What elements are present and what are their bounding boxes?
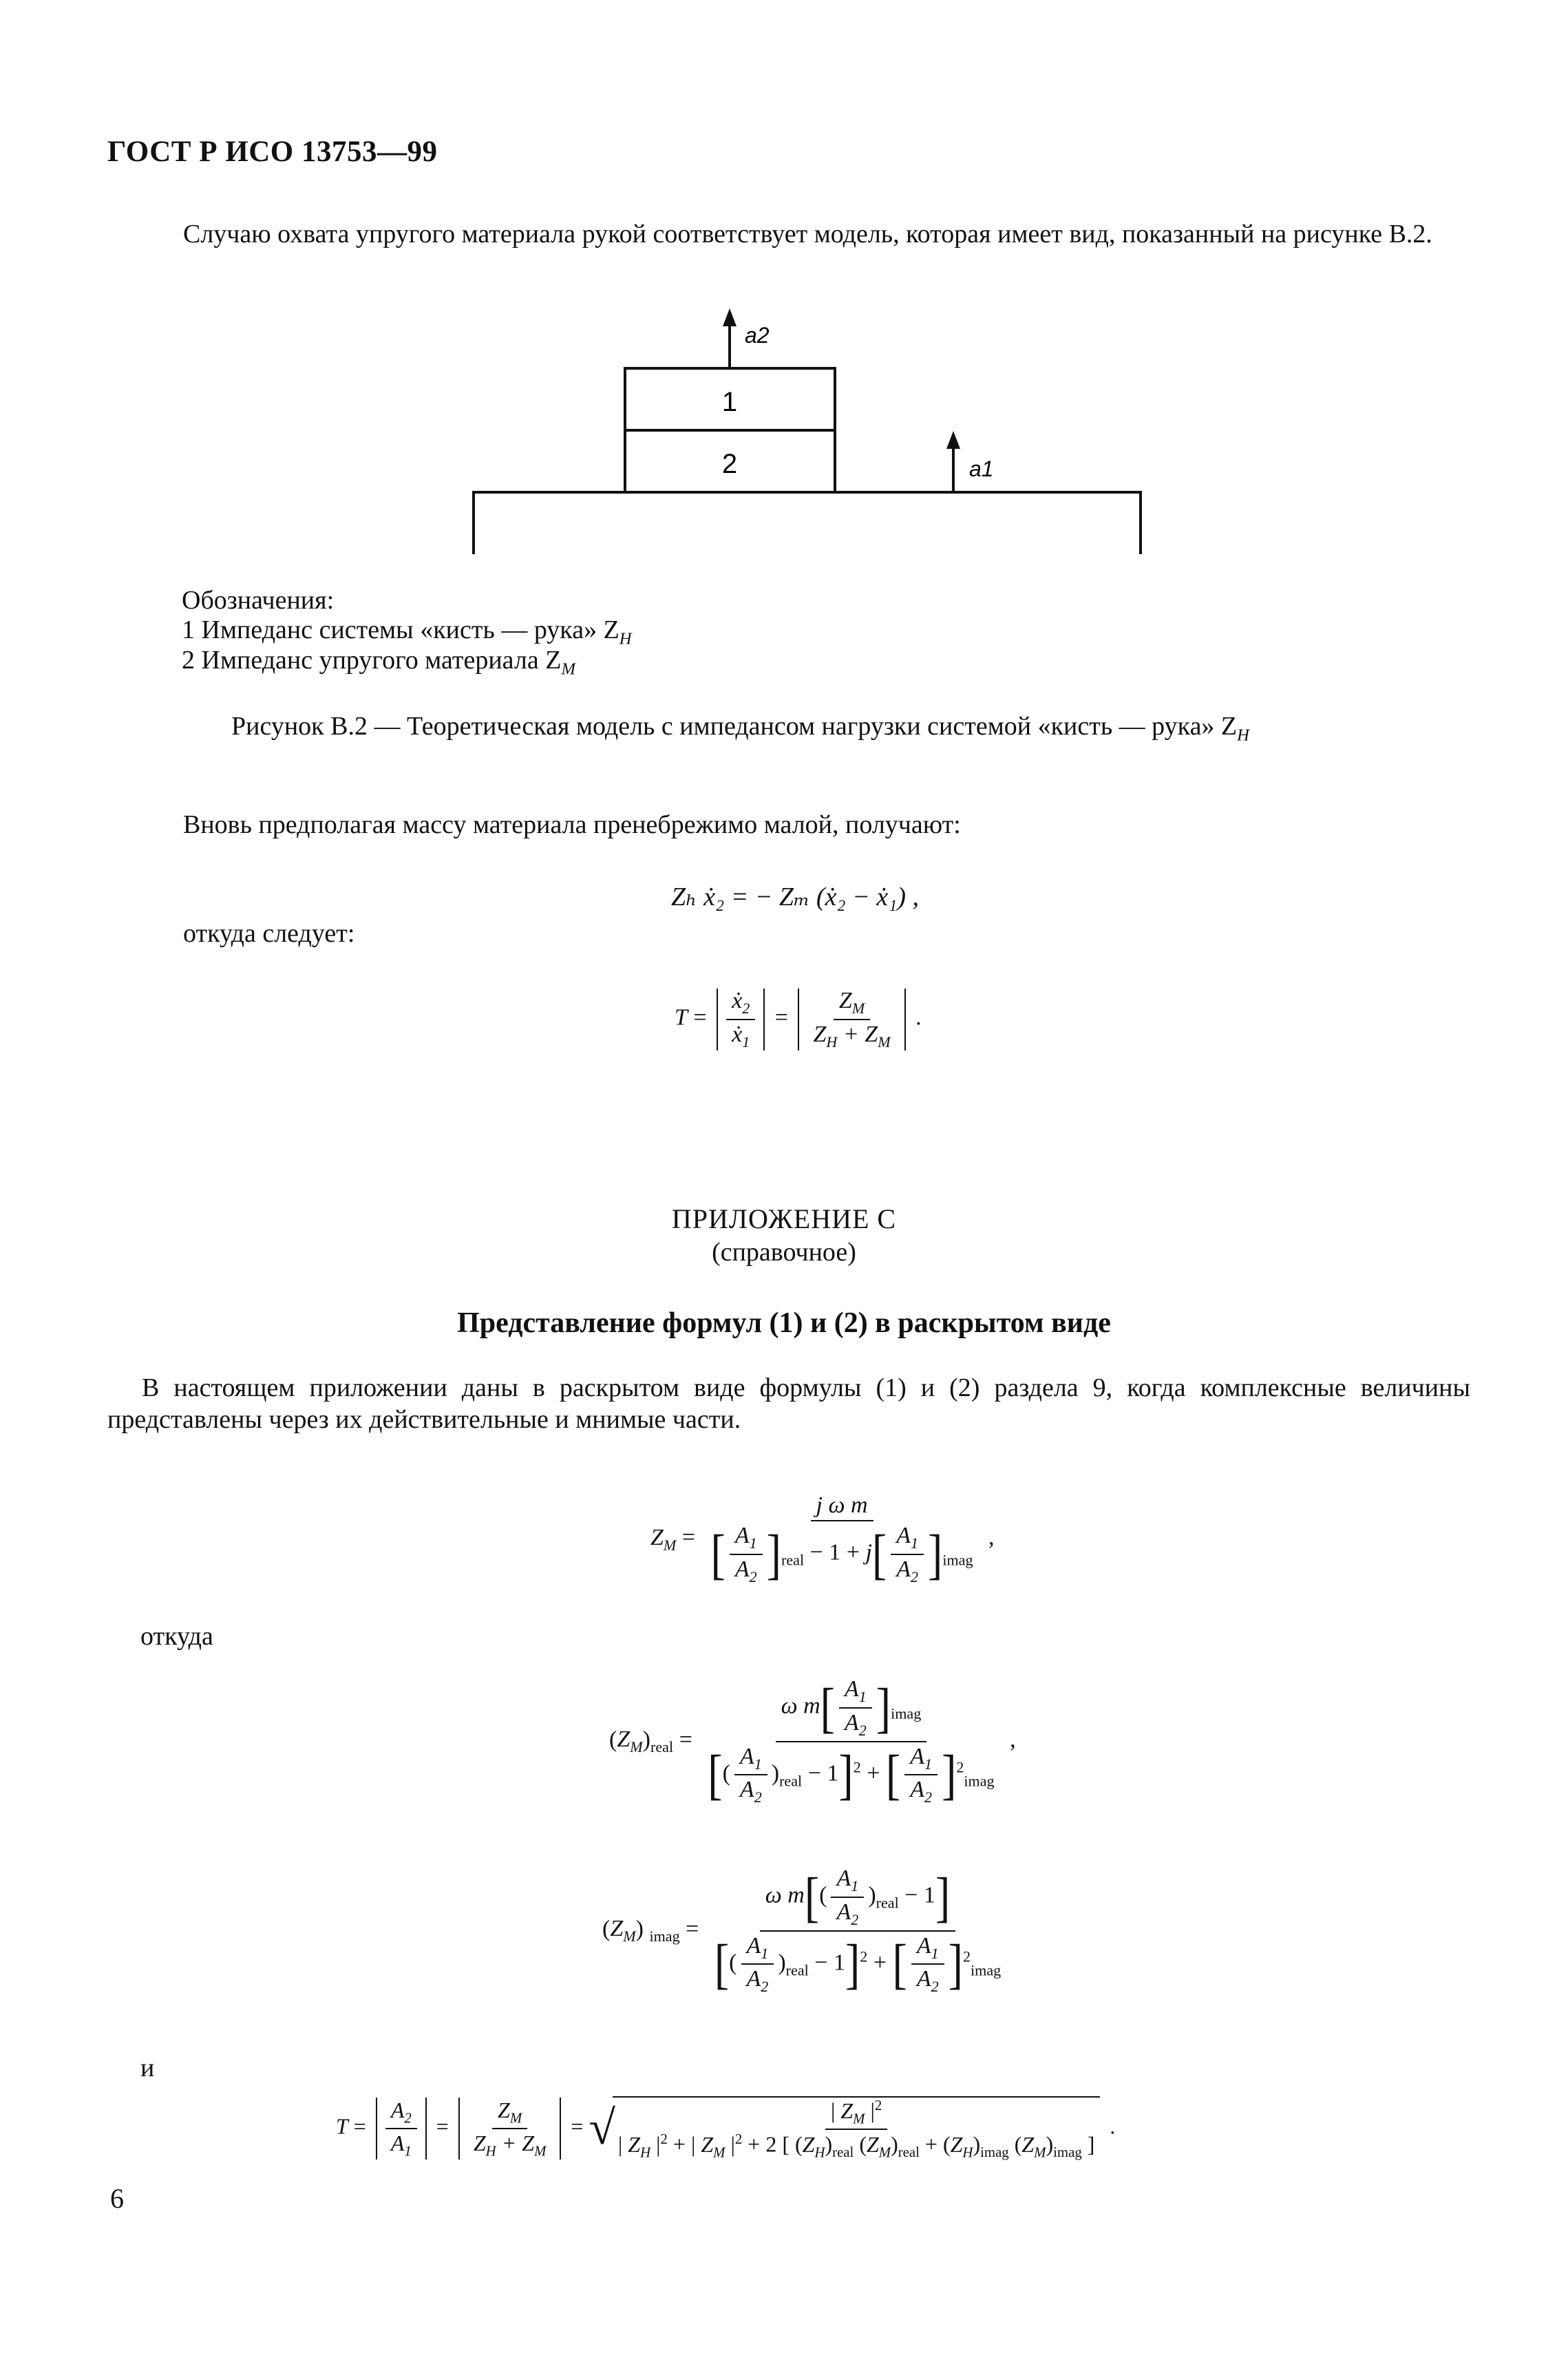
legend-item-2-text: 2 Импеданс упругого материала Z <box>182 646 562 675</box>
base-plate <box>474 492 1141 554</box>
caption-sub: H <box>1237 726 1249 745</box>
arrow-a2-head <box>723 308 737 326</box>
legend-item-1-sub: H <box>619 629 632 648</box>
document-header: ГОСТ Р ИСО 13753—99 <box>107 136 438 168</box>
intro-paragraph: Случаю охвата упругого материала рукой соответствует модель, которая имеет вид, показанный на рисунке В.2. <box>183 220 1432 249</box>
arrow-a2-label: a2 <box>745 323 770 348</box>
box-2-label: 2 <box>721 449 738 479</box>
figure-caption <box>231 711 1249 746</box>
legend-item-2-sub: M <box>561 659 576 679</box>
legend-title: Обозначения: <box>182 586 335 615</box>
equation-zm-real: $(Z_M)_{real}$ = ω m[ $\frac{A_1}{A_2}$ ]$_{imag}$ [( $\frac{A_1}{A_2}$ )$_{real} - 1]^2$ + [ $\frac{A_1}{A_2}$ ]$^2_{imag}$ , <box>609 1676 1016 1806</box>
and-text: и <box>140 2054 155 2082</box>
box-1-label: 1 <box>721 387 738 417</box>
arrow-a1-label: a1 <box>969 456 994 481</box>
equation-transmissibility-1: T = $\frac{ẋ_2}{ẋ_1}$ = $\frac{Z_M}{Z_H + Z_M}$ . <box>675 988 922 1051</box>
assumption-paragraph: Вновь предполагая массу материала пренебрежимо малой, получают: <box>183 810 961 839</box>
appendix-paragraph: В настоящем приложении даны в раскрытом виде формулы (1) и (2) раздела 9, когда комплексные величины представлены через их действительные и мнимые части. <box>107 1373 1470 1434</box>
whence-text: откуда следует: <box>183 919 355 948</box>
figure-b2-diagram <box>468 303 1156 564</box>
appendix-heading: Представление формул (1) и (2) в раскрытом виде <box>457 1307 1111 1339</box>
equation-impedance-balance: Zₕ ẋ₂ = − Zₘ (ẋ₂ − ẋ₁) , <box>671 883 919 911</box>
equation-zm-imag: $(Z_M) _{imag}$ = ω m[( $\frac{A_1}{A_2}$ )$_{real} - 1$] [( $\frac{A_1}{A_2}$ )$_{real} - 1]^2$ + [ $\frac{A_1}{A_2}$ ]$^2_{imag}$ <box>602 1866 1002 1996</box>
arrow-a1-head <box>946 431 960 449</box>
equation-transmissibility-2: T = $\frac{A_2}{A_1}$ = $\frac{Z_M}{Z_H + Z_M}$ = √ | $Z_M$ $|^2$ | $Z_H$ $|^2$ + | $Z_M$ $|^2 + 2$ [ $(Z_H)_{real}$ $(Z_M)_{real} + (Z_H)_{imag}$ $(Z_M)_{imag}$ ] . <box>336 2097 1116 2161</box>
otkuda-text: откуда <box>140 1622 213 1651</box>
legend-item-1-text: 1 Импеданс системы «кисть — рука» Z <box>182 615 619 644</box>
equation-zm: $Z_M$ = j ω m [ $\frac{A_1}{A_2}$ ]$_{real} - 1 + j$[ $\frac{A_1}{A_2}$ ]$_{imag}$ , <box>650 1492 995 1585</box>
legend-item-2 <box>182 645 575 685</box>
appendix-title: ПРИЛОЖЕНИЕ С <box>671 1203 897 1234</box>
page-number: 6 <box>110 2183 124 2214</box>
appendix-subtitle: (справочное) <box>712 1238 856 1267</box>
caption-text: Рисунок В.2 — Теоретическая модель с импедансом нагрузки системой «кисть — рука» Z <box>231 712 1238 741</box>
